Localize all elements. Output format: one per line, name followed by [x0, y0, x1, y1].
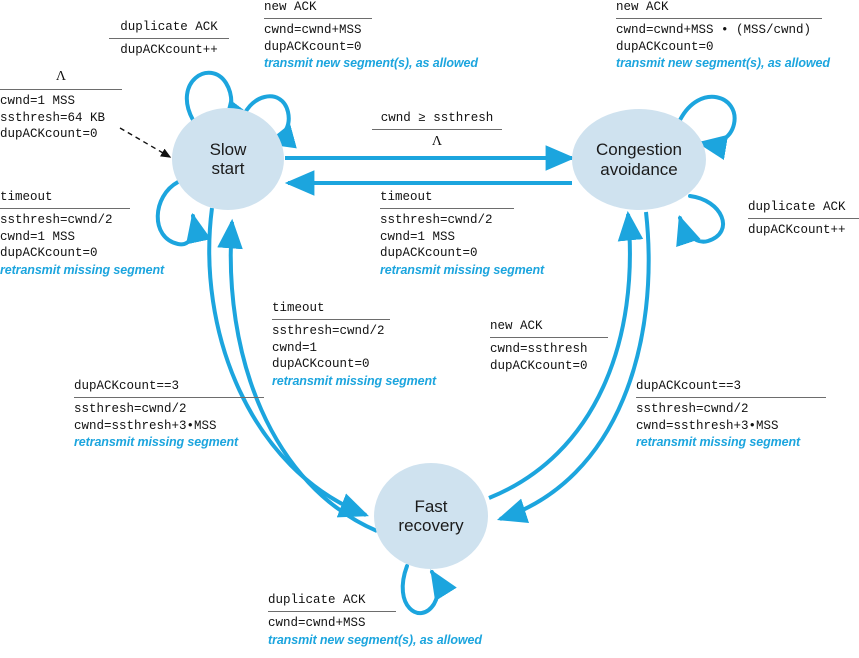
annotation-rule	[748, 218, 859, 219]
state-fast-recovery-label: Fast recovery	[398, 496, 464, 535]
annotation-rule	[380, 208, 514, 209]
annotation-rule	[264, 18, 372, 19]
annotation-rule	[372, 129, 502, 130]
annotation-rule	[636, 397, 826, 398]
annotation-slow-start-new-ack: new ACK cwnd=cwnd+MSS dupACKcount=0 transmit new segment(s), as allowed	[264, 0, 478, 71]
annotation-fast-recovery-new-ack: new ACK cwnd=ssthresh dupACKcount=0	[490, 318, 640, 374]
annotation-rule	[109, 38, 229, 39]
state-slow-start[interactable]	[172, 108, 284, 210]
annotation-congestion-avoidance-duplicate-ack: duplicate ACK dupACKcount++	[748, 199, 859, 239]
state-congestion-avoidance-label: Congestion avoidance	[595, 140, 682, 179]
annotation-initial-transition: Λ cwnd=1 MSS ssthresh=64 KB dupACKcount=0	[0, 68, 122, 143]
annotation-fast-recovery-duplicate-ack: duplicate ACK cwnd=cwnd+MSS transmit new segment(s), as allowed	[268, 593, 482, 647]
edge-initial-entry	[120, 128, 170, 157]
edge-congestion-avoidance-duplicate-ack	[680, 196, 723, 242]
state-slow-start-label: Slow start	[209, 139, 247, 178]
annotation-rule	[268, 611, 396, 612]
annotation-rule	[272, 319, 390, 320]
annotation-rule	[0, 89, 122, 90]
state-fast-recovery[interactable]	[374, 463, 488, 569]
annotation-congestion-avoidance-timeout: timeout ssthresh=cwnd/2 cwnd=1 MSS dupACKcount=0 retransmit missing segment	[380, 190, 545, 277]
annotation-slow-start-dupackcount-3: dupACKcount==3 ssthresh=cwnd/2 cwnd=ssthresh+3•MSS retransmit missing segment	[74, 378, 274, 451]
annotation-rule	[74, 397, 264, 398]
annotation-fast-recovery-timeout: timeout ssthresh=cwnd/2 cwnd=1 dupACKcount=0 retransmit missing segment	[272, 301, 437, 388]
annotation-rule	[616, 18, 822, 19]
state-congestion-avoidance[interactable]	[572, 109, 706, 210]
annotation-congestion-avoidance-dupackcount-3: dupACKcount==3 ssthresh=cwnd/2 cwnd=ssthresh+3•MSS retransmit missing segment	[636, 378, 836, 451]
annotation-rule	[0, 208, 130, 209]
annotation-congestion-avoidance-new-ack: new ACK cwnd=cwnd+MSS • (MSS/cwnd) dupACKcount=0 transmit new segment(s), as allowed	[616, 0, 830, 71]
annotation-rule	[490, 337, 608, 338]
annotation-slow-start-timeout: timeout ssthresh=cwnd/2 cwnd=1 MSS dupACKcount=0 retransmit missing segment	[0, 190, 165, 277]
annotation-slow-start-duplicate-ack: duplicate ACK dupACKcount++	[109, 19, 229, 59]
annotation-slow-start-to-congestion-avoidance: cwnd ≥ ssthresh Λ	[372, 110, 502, 152]
